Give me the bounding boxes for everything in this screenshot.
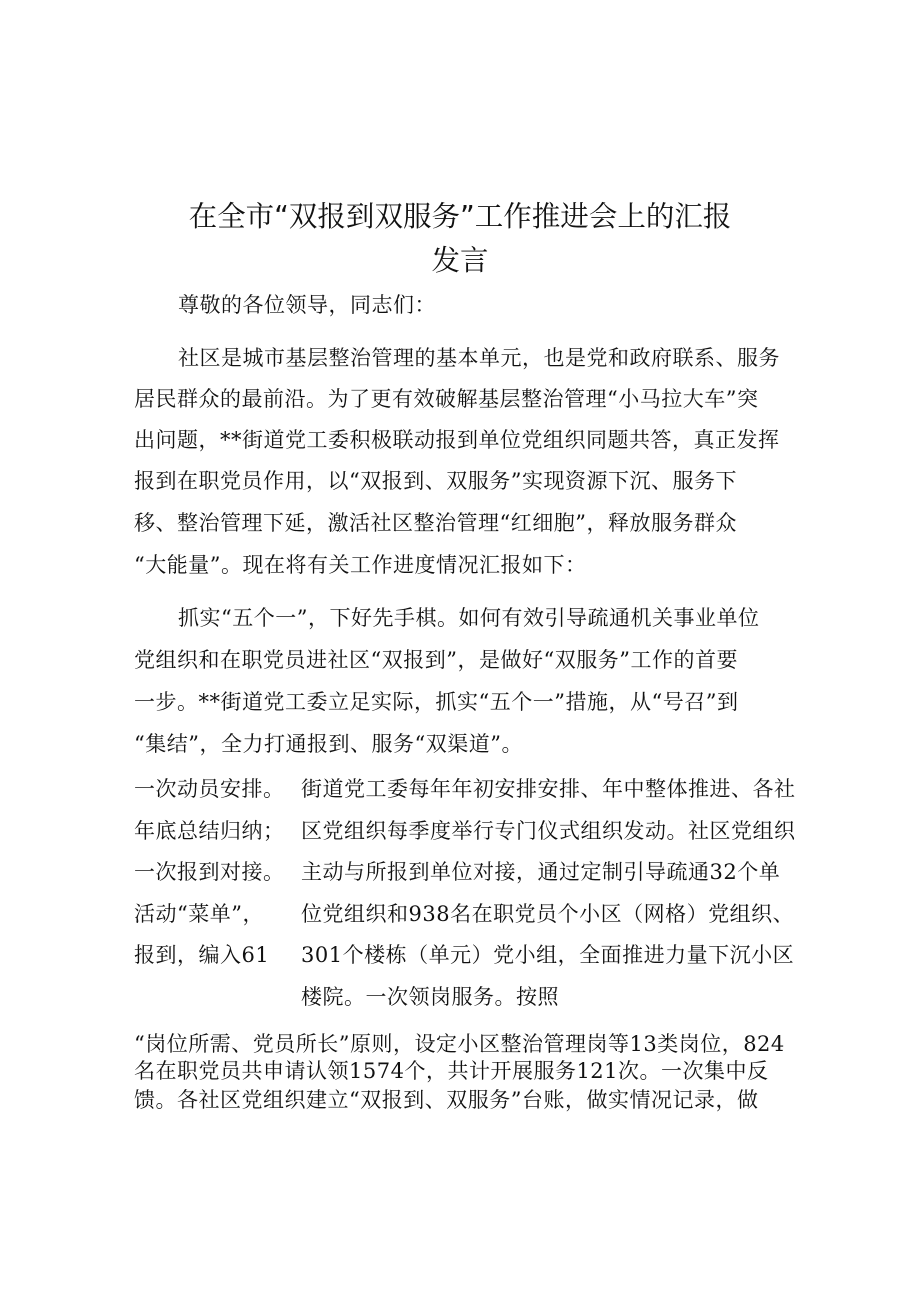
right-column-line: 楼院。一次领岗服务。按照	[301, 985, 559, 1009]
paragraph-line: “大能量”。现在将有关工作进度情况汇报如下：	[134, 553, 587, 577]
paragraph-line: 报到在职党员作用，以“双报到、双服务”实现资源下沉、服务下	[134, 469, 737, 493]
left-column-line: 一次报到对接。	[134, 860, 285, 884]
paragraph-line: “岗位所需、党员所长”原则，设定小区整治管理岗等13类岗位，824	[134, 1032, 785, 1056]
salutation: 尊敬的各位领导，同志们：	[178, 293, 436, 317]
paragraph-line: “集结”，全力打通报到、服务“双渠道”。	[134, 732, 523, 756]
left-column-line: 活动“菜单”，	[134, 902, 264, 926]
paragraph-line: 党组织和在职党员进社区“双报到”，是做好“双服务”工作的首要	[134, 648, 738, 672]
paragraph-line: 出问题，**街道党工委积极联动报到单位党组织同题共答，真正发挥	[134, 428, 780, 452]
paragraph-line: 名在职党员共申请认领1574个，共计开展服务121次。一次集中反	[134, 1059, 769, 1083]
paragraph-line: 移、整治管理下延，激活社区整治管理“红细胞”，释放服务群众	[134, 511, 737, 535]
paragraph-line: 居民群众的最前沿。为了更有效破解基层整治管理“小马拉大车”突	[134, 387, 759, 411]
paragraph-line: 一步。**街道党工委立足实际，抓实“五个一”措施，从“号召”到	[134, 690, 739, 714]
document-title-line-1: 在全市“双报到双服务”工作推进会上的汇报	[188, 200, 732, 233]
paragraph-line: 抓实“五个一”，下好先手棋。如何有效引导疏通机关事业单位	[178, 606, 760, 630]
right-column-line: 区党组织每季度举行专门仪式组织发动。社区党组织	[301, 819, 796, 843]
document-title-line-2: 发言	[431, 244, 489, 277]
left-column-line: 年底总结归纳；	[134, 819, 285, 843]
paragraph-line: 馈。各社区党组织建立“双报到、双服务”台账，做实情况记录，做	[134, 1088, 759, 1112]
right-column-line: 主动与所报到单位对接，通过定制引导疏通32个单	[301, 860, 781, 884]
right-column-line: 街道党工委每年年初安排安排、年中整体推进、各社	[301, 777, 796, 801]
left-column-line: 报到，编入61	[134, 943, 270, 967]
right-column-line: 位党组织和938名在职党员个小区（网格）党组织、	[301, 902, 795, 926]
right-column-line: 301个楼栋（单元）党小组，全面推进力量下沉小区	[301, 943, 795, 967]
paragraph-line: 社区是城市基层整治管理的基本单元，也是党和政府联系、服务	[178, 346, 780, 370]
left-column-line: 一次动员安排。	[134, 777, 285, 801]
